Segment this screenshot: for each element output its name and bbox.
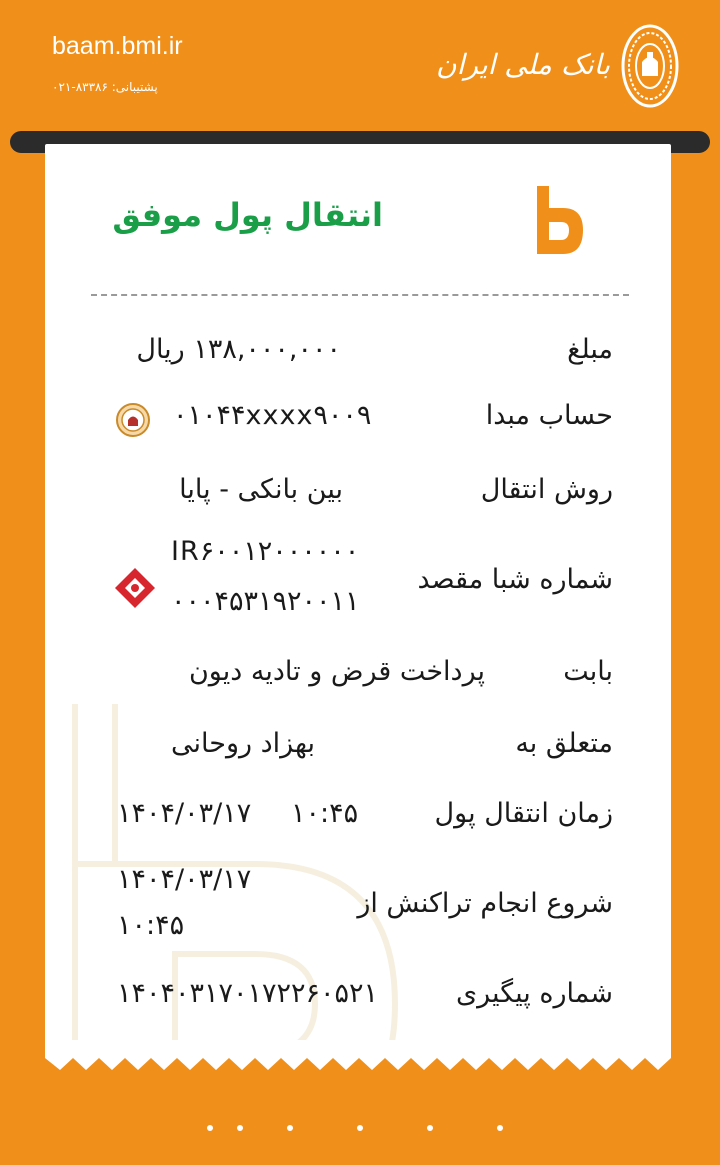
footer-partial-text [200,1118,530,1138]
field-label: شروع انجام تراکنش از [357,888,613,919]
field-time: ۱۰:۴۵ [291,798,359,829]
field-label: حساب مبدا [485,400,613,431]
field-label: متعلق به [515,728,613,759]
bmi-bank-icon [115,402,151,438]
baam-b-logo-icon [533,184,585,256]
field-value: بین بانکی - پایا [179,474,343,505]
field-value: ۰۰۰۴۵۳۱۹۲۰۰۱۱ [171,586,360,617]
field-value: IR۶۰۰۱۲۰۰۰۰۰۰ [171,536,360,567]
field-label: شماره شبا مقصد [417,564,613,595]
site-url[interactable]: baam.bmi.ir [52,32,183,60]
support-phone: پشتیبانی: ۸۳۳۸۶-۰۲۱ [52,80,158,94]
receipt-card [45,144,671,1042]
field-label: بابت [563,656,613,687]
field-value: بهزاد روحانی [171,728,315,759]
field-label: مبلغ [567,334,613,365]
field-label: زمان انتقال پول [434,798,613,829]
mellat-bank-icon [113,566,157,610]
field-value: پرداخت قرض و تادیه دیون [188,656,485,687]
field-time: ۱۰:۴۵ [117,910,185,941]
field-date: ۱۴۰۴/۰۳/۱۷ [117,864,252,895]
bmi-emblem-icon [620,22,680,110]
field-label: شماره پیگیری [456,978,613,1009]
receipt-zigzag-edge [45,1040,671,1072]
bank-name-logo: بانک ملی ایران [436,48,610,81]
dashed-divider [91,294,629,296]
field-date: ۱۴۰۴/۰۳/۱۷ [117,798,252,829]
receipt-title: انتقال پول موفق [112,196,383,234]
field-value: ۱۴۰۴۰۳۱۷۰۱۷۲۲۶۰۵۲۱ [117,978,379,1009]
field-value: ۰۱۰۴۴xxxx۹۰۰۹ [173,400,372,431]
field-label: روش انتقال [480,474,613,505]
app-header [0,0,720,130]
receipt-header [45,144,671,294]
field-value: ۱۳۸,۰۰۰,۰۰۰ ریال [136,334,341,365]
